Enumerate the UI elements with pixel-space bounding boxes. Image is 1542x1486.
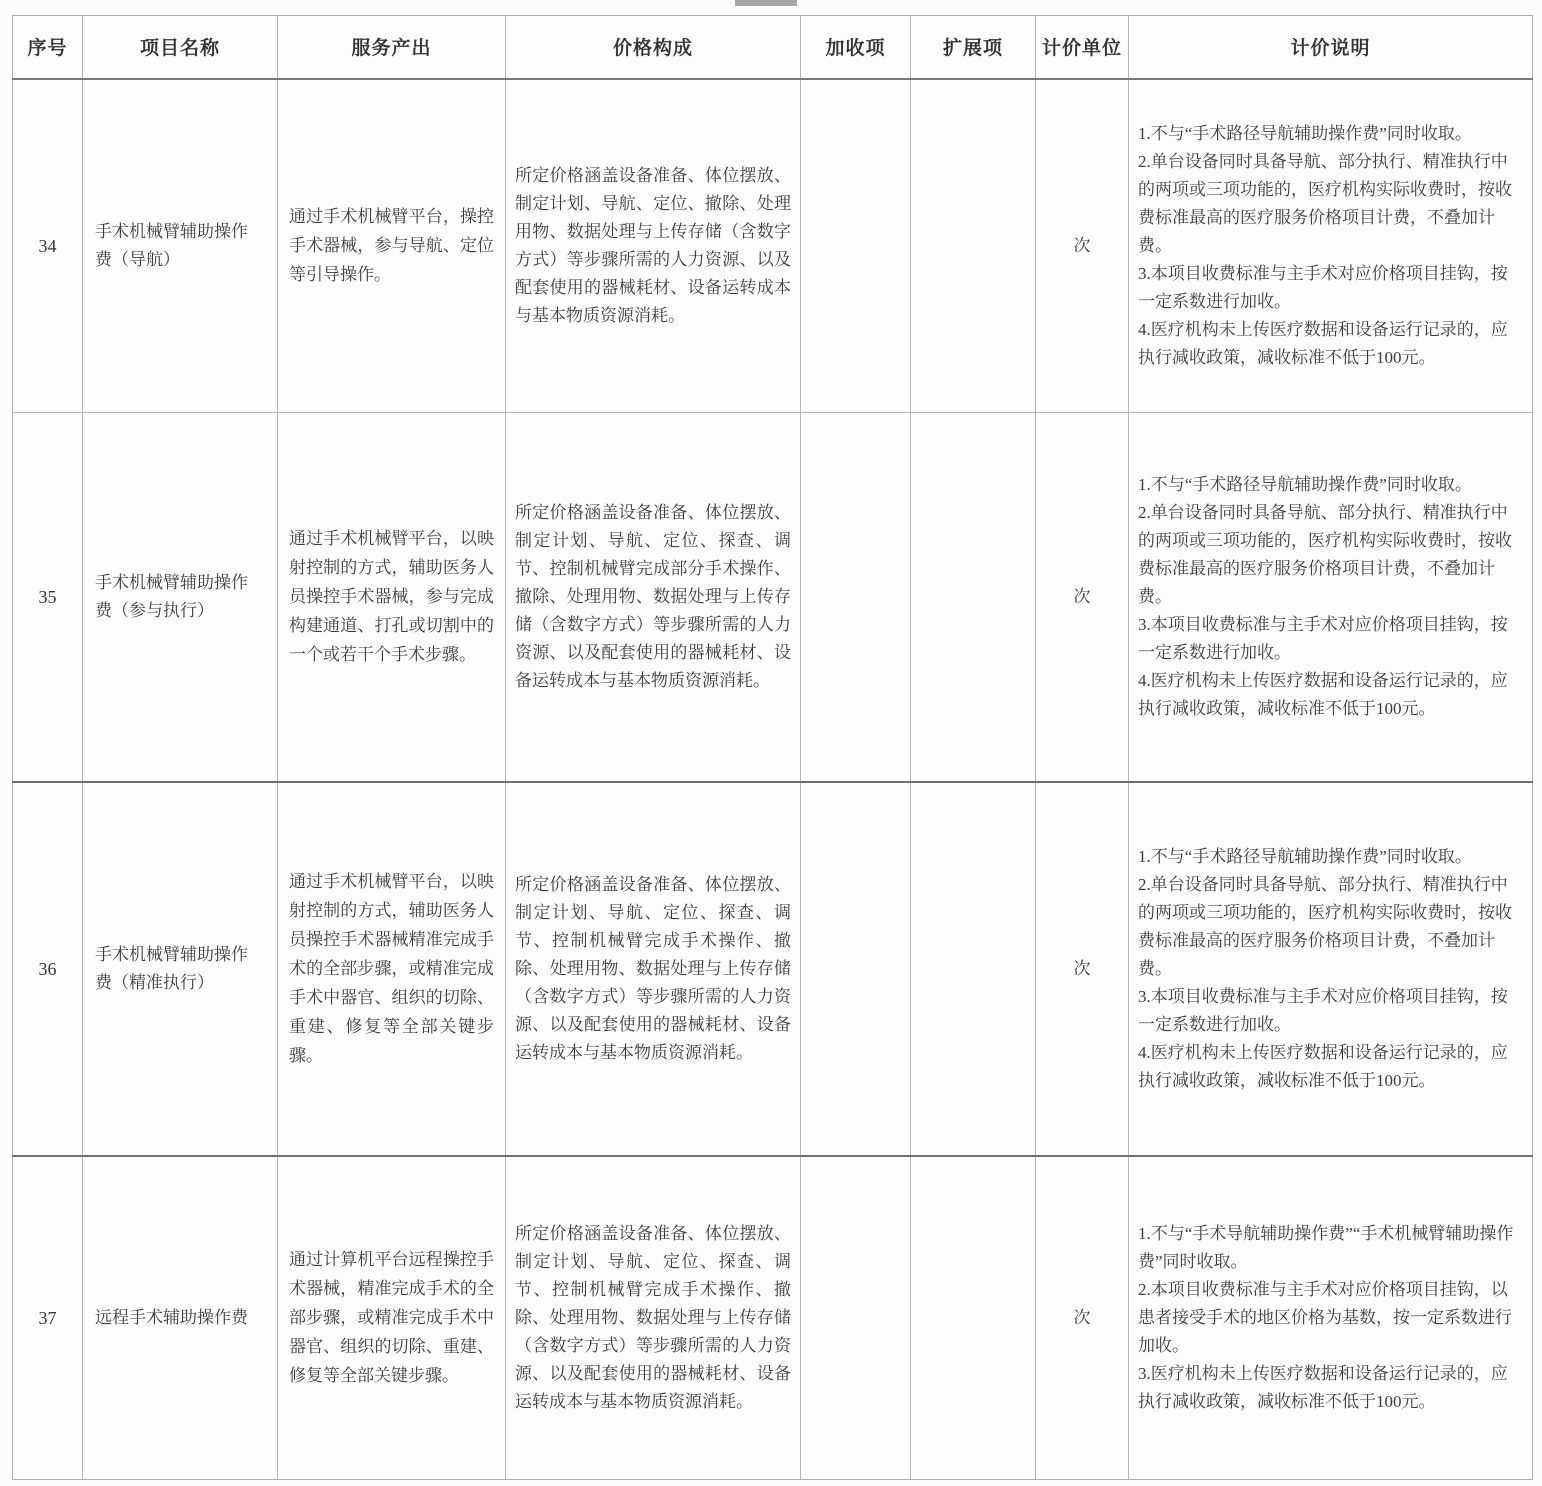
cell-seq: 35: [13, 413, 83, 782]
table-row-35: [13, 413, 1533, 782]
cropped-title-artifact: [735, 0, 797, 6]
pricing-note-2: 2.单台设备同时具备导航、部分执行、精准执行中的两项或三项功能的，医疗机构实际收费时，按收费标准最高的医疗服务价格项目计费，不叠加计费。: [1138, 874, 1512, 978]
cell-seq: 34: [13, 79, 83, 413]
cell-pricing-notes: [1129, 413, 1533, 782]
pricing-note-2: 2.单台设备同时具备导航、部分执行、精准执行中的两项或三项功能的，医疗机构实际收费时，按收费标准最高的医疗服务价格项目计费，不叠加计费。: [1138, 151, 1512, 255]
pricing-note-3: 3.医疗机构未上传医疗数据和设备运行记录的，应执行减收政策，减收标准不低于100元。: [1138, 1363, 1508, 1411]
cell-surcharge: [801, 782, 911, 1156]
pricing-note-1: 1.不与“手术路径导航辅助操作费”同时收取。: [1138, 846, 1472, 866]
cell-seq: 37: [13, 1156, 83, 1480]
cell-price-composition: 所定价格涵盖设备准备、体位摆放、制定计划、导航、定位、探查、调节、控制机械臂完成手术操作、撤除、处理用物、数据处理与上传存储（含数字方式）等步骤所需的人力资源、以及配套使用的器械耗材、设备运转成本与基本物质资源消耗。: [506, 1156, 801, 1480]
pricing-note-3: 3.本项目收费标准与主手术对应价格项目挂钩，按一定系数进行加收。: [1138, 263, 1508, 311]
column-header-seq: 序号: [13, 16, 83, 79]
cell-seq: 36: [13, 782, 83, 1156]
table-row-37: [13, 1156, 1533, 1480]
column-header-price-composition: 价格构成: [506, 16, 801, 79]
cell-price-composition: 所定价格涵盖设备准备、体位摆放、制定计划、导航、定位、探查、调节、控制机械臂完成部分手术操作、撤除、处理用物、数据处理与上传存储（含数字方式）等步骤所需的人力资源、以及配套使用的器械耗材、设备运转成本与基本物质资源消耗。: [506, 413, 801, 782]
cell-service-output: 通过手术机械臂平台，操控手术器械，参与导航、定位等引导操作。: [278, 79, 506, 413]
cell-surcharge: [801, 413, 911, 782]
cell-unit: 次: [1036, 413, 1129, 782]
cell-pricing-notes: [1129, 79, 1533, 413]
cell-extension: [911, 1156, 1036, 1480]
cell-unit: 次: [1036, 1156, 1129, 1480]
table-row-34: [13, 79, 1533, 413]
cell-service-output: 通过手术机械臂平台，以映射控制的方式，辅助医务人员操控手术器械，参与完成构建通道、打孔或切割中的一个或若干个手术步骤。: [278, 413, 506, 782]
cell-price-composition: 所定价格涵盖设备准备、体位摆放、制定计划、导航、定位、探查、调节、控制机械臂完成手术操作、撤除、处理用物、数据处理与上传存储（含数字方式）等步骤所需的人力资源、以及配套使用的器械耗材、设备运转成本与基本物质资源消耗。: [506, 782, 801, 1156]
table-row-36: [13, 782, 1533, 1156]
cell-project-name: 远程手术辅助操作费: [83, 1156, 278, 1480]
cell-unit: 次: [1036, 782, 1129, 1156]
column-header-pricing-notes: 计价说明: [1129, 16, 1533, 79]
column-header-surcharge: 加收项: [801, 16, 911, 79]
cell-surcharge: [801, 1156, 911, 1480]
pricing-note-4: 4.医疗机构未上传医疗数据和设备运行记录的，应执行减收政策，减收标准不低于100元。: [1138, 319, 1508, 367]
pricing-note-3: 3.本项目收费标准与主手术对应价格项目挂钩，按一定系数进行加收。: [1138, 986, 1508, 1034]
cell-pricing-notes: [1129, 782, 1533, 1156]
cell-service-output: 通过手术机械臂平台，以映射控制的方式，辅助医务人员操控手术器械精准完成手术的全部步骤，或精准完成手术中器官、组织的切除、重建、修复等全部关键步骤。: [278, 782, 506, 1156]
column-header-extension: 扩展项: [911, 16, 1036, 79]
cell-extension: [911, 413, 1036, 782]
pricing-note-1: 1.不与“手术导航辅助操作费”“手术机械臂辅助操作费”同时收取。: [1138, 1223, 1514, 1271]
medical-service-pricing-table: [12, 15, 1533, 1480]
cell-price-composition: 所定价格涵盖设备准备、体位摆放、制定计划、导航、定位、撤除、处理用物、数据处理与上传存储（含数字方式）等步骤所需的人力资源、以及配套使用的器械耗材、设备运转成本与基本物质资源消耗。: [506, 79, 801, 413]
column-header-unit: 计价单位: [1036, 16, 1129, 79]
pricing-note-3: 3.本项目收费标准与主手术对应价格项目挂钩，按一定系数进行加收。: [1138, 614, 1508, 662]
column-header-project-name: 项目名称: [83, 16, 278, 79]
cell-extension: [911, 79, 1036, 413]
cell-project-name: 手术机械臂辅助操作费（参与执行）: [83, 413, 278, 782]
pricing-note-4: 4.医疗机构未上传医疗数据和设备运行记录的，应执行减收政策，减收标准不低于100元。: [1138, 1042, 1508, 1090]
cell-unit: 次: [1036, 79, 1129, 413]
column-header-service-output: 服务产出: [278, 16, 506, 79]
cell-service-output: 通过计算机平台远程操控手术器械，精准完成手术的全部步骤，或精准完成手术中器官、组织的切除、重建、修复等全部关键步骤。: [278, 1156, 506, 1480]
pricing-note-4: 4.医疗机构未上传医疗数据和设备运行记录的，应执行减收政策，减收标准不低于100元。: [1138, 670, 1508, 718]
cell-extension: [911, 782, 1036, 1156]
header-row: [13, 16, 1533, 79]
pricing-note-1: 1.不与“手术路径导航辅助操作费”同时收取。: [1138, 123, 1472, 143]
pricing-note-1: 1.不与“手术路径导航辅助操作费”同时收取。: [1138, 474, 1472, 494]
cell-project-name: 手术机械臂辅助操作费（导航）: [83, 79, 278, 413]
pricing-note-2: 2.单台设备同时具备导航、部分执行、精准执行中的两项或三项功能的，医疗机构实际收费时，按收费标准最高的医疗服务价格项目计费，不叠加计费。: [1138, 502, 1512, 606]
cell-project-name: 手术机械臂辅助操作费（精准执行）: [83, 782, 278, 1156]
cell-pricing-notes: [1129, 1156, 1533, 1480]
pricing-note-2: 2.本项目收费标准与主手术对应价格项目挂钩，以患者接受手术的地区价格为基数，按一定系数进行加收。: [1138, 1279, 1512, 1355]
cell-surcharge: [801, 79, 911, 413]
